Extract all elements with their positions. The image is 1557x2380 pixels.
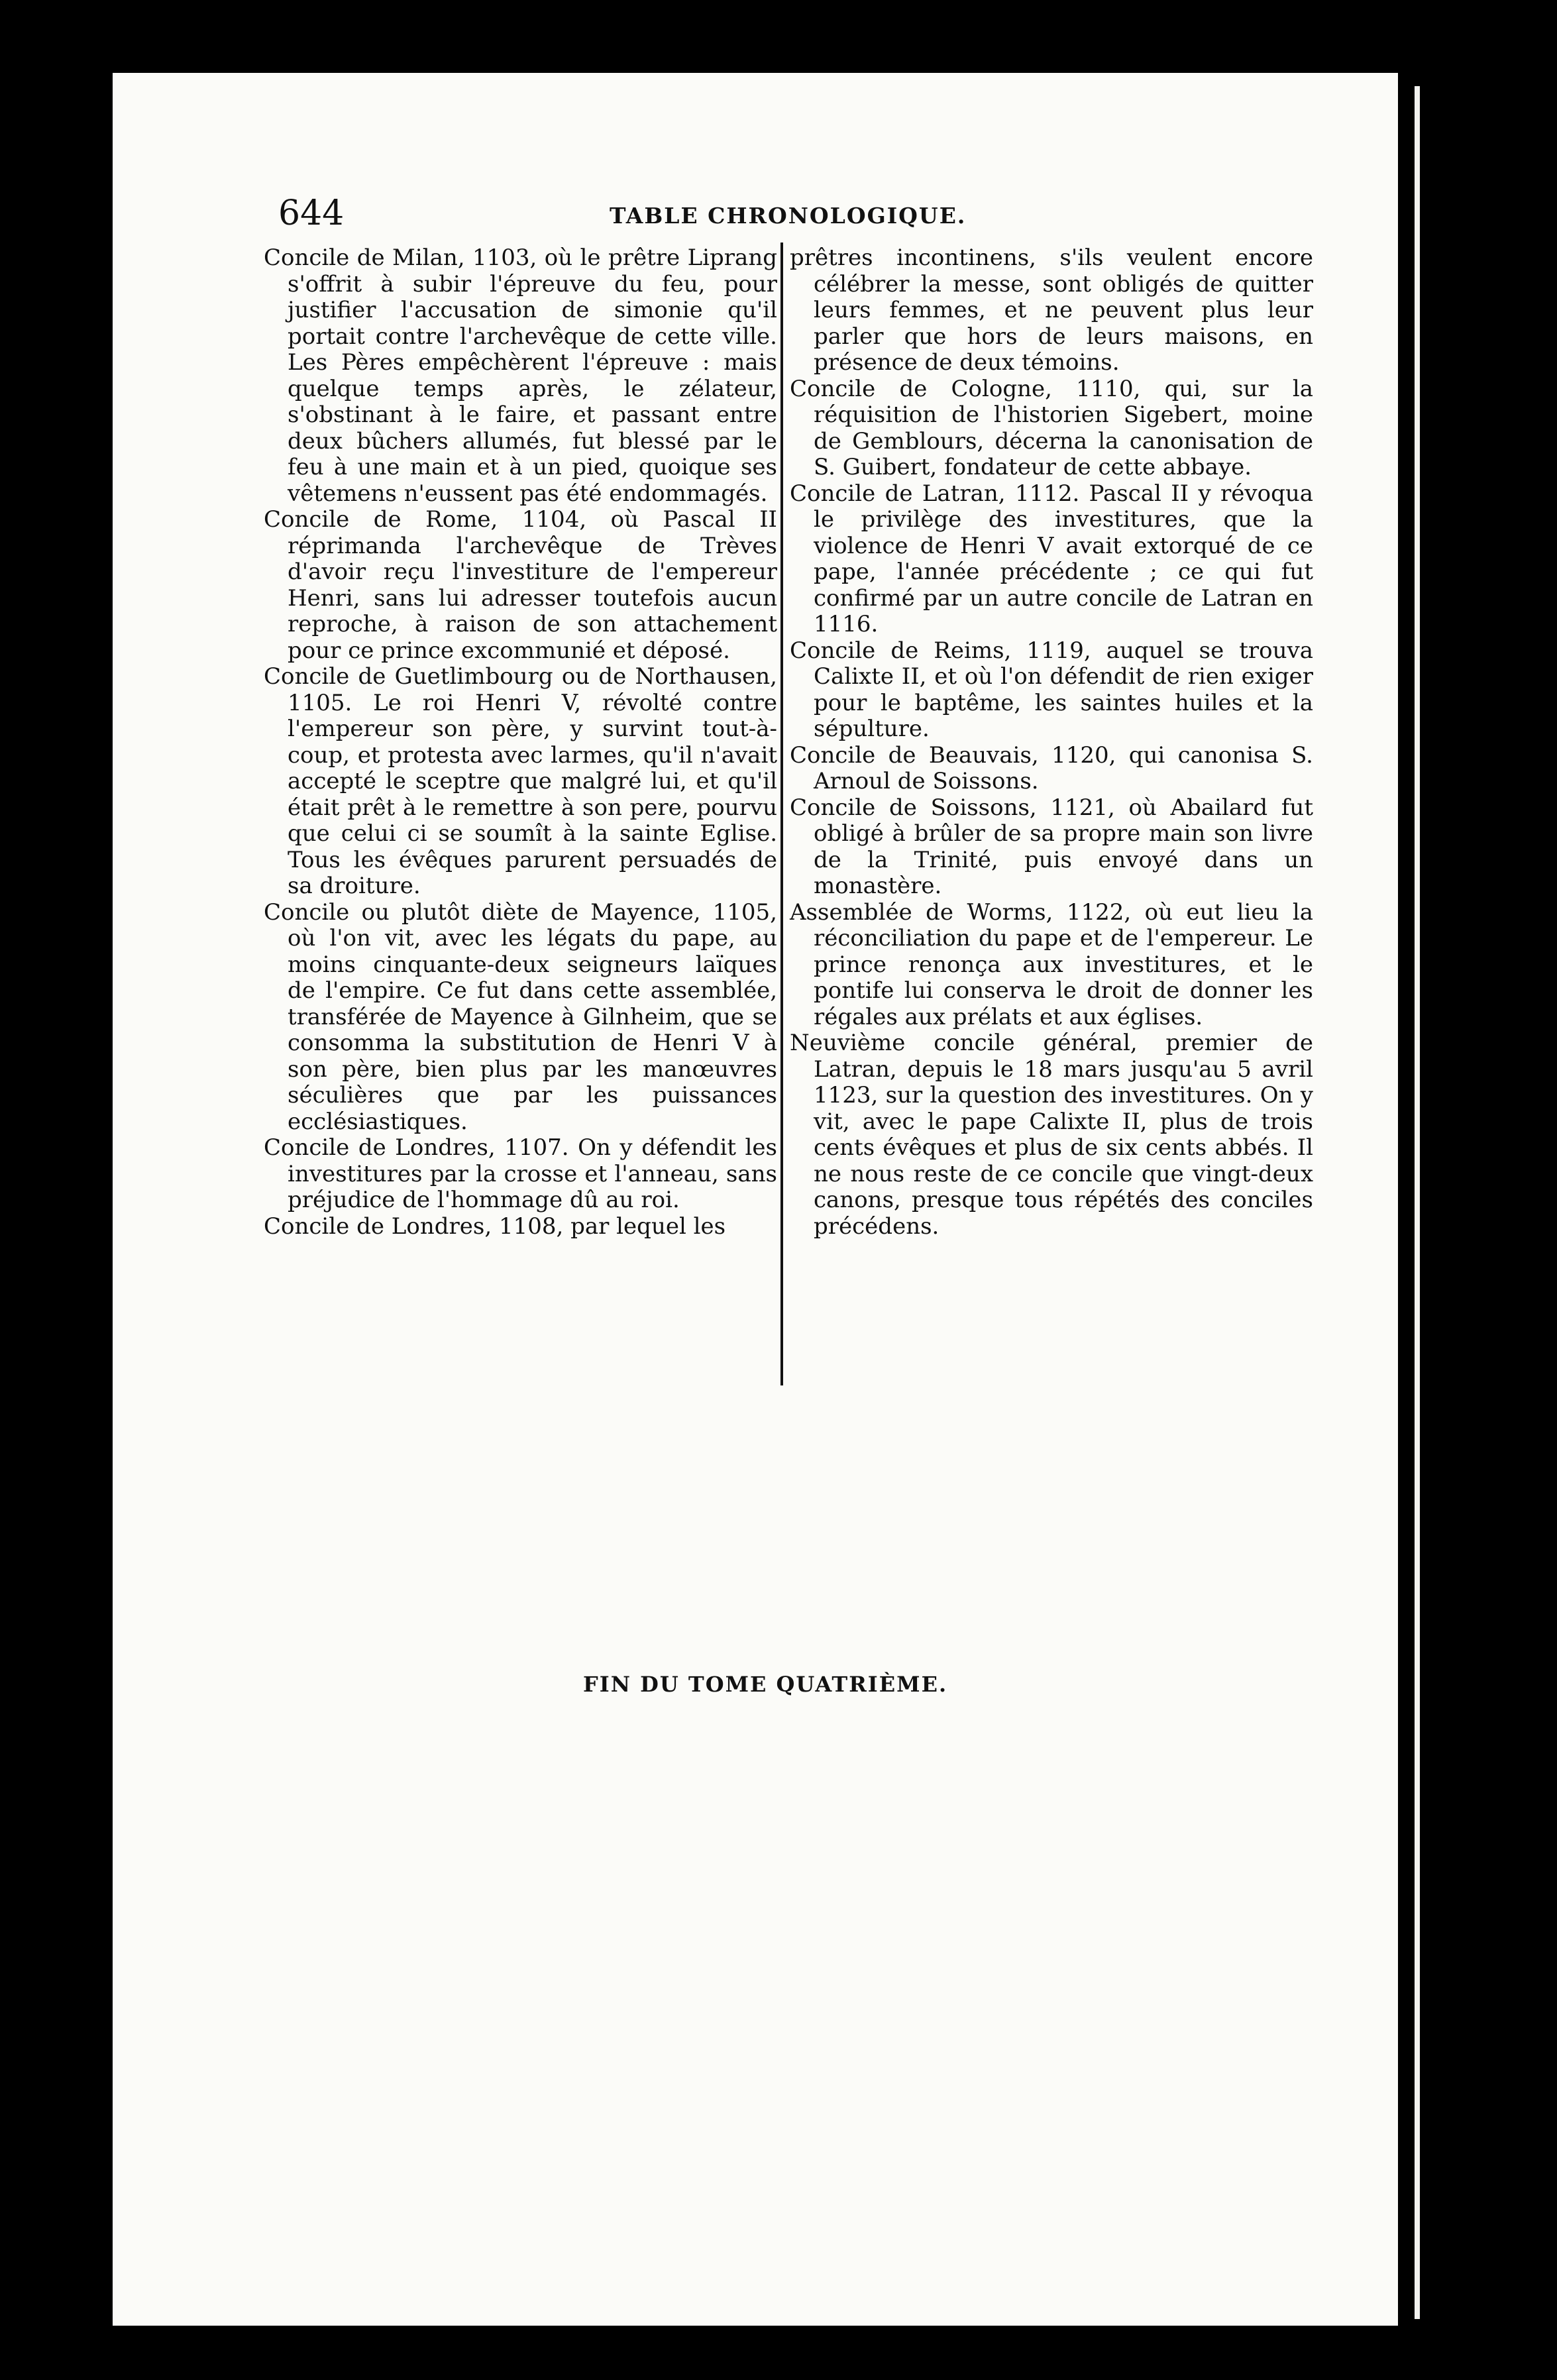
entry-concile-soissons: Concile de Soissons, 1121, où Abailard fut obligé à brûler de sa propre main son livre de la Trinité, puis envoyé dans un monastère.	[790, 794, 1313, 899]
entry-londres-continued: prêtres incontinens, s'ils veulent encore célébrer la messe, sont obligés de quitter leurs femmes, et ne peuvent plus leur parler que hors de leurs maisons, en présence de deux témoins.	[790, 244, 1313, 376]
running-title: TABLE CHRONOLOGIQUE.	[610, 203, 967, 229]
left-column	[264, 245, 777, 1240]
colophon: FIN DU TOME QUATRIÈME.	[583, 1672, 948, 1697]
entry-concile-latran-1112: Concile de Latran, 1112. Pascal II y révoqua le privilège des investitures, que la violence de Henri V avait extorqué de ce pape, l'année précédente ; ce qui fut confirmé par un autre concile de Latran en 1116.	[790, 480, 1313, 637]
entry-concile-londres-1108: Concile de Londres, 1108, par lequel les	[264, 1213, 726, 1240]
page-header	[278, 193, 1312, 240]
column-divider	[780, 243, 783, 1385]
entry-assemblee-worms: Assemblée de Worms, 1122, où eut lieu la réconciliation du pape et de l'empereur. Le prince renonça aux investitures, et le pontife lui conserva le droit de donner les régales aux prélats et aux églises.	[790, 898, 1313, 1030]
entry-concile-latran-1123: Neuvième concile général, premier de Latran, depuis le 18 mars jusqu'au 5 avril 1123, sur la question des investitures. On y vit, avec le pape Calixte II, plus de trois cents évêques et plus de six cents abbés. Il ne nous reste de ce concile que vingt-deux canons, presque tous répétés des conciles précédens.	[790, 1030, 1313, 1240]
entry-concile-londres-1107: Concile de Londres, 1107. On y défendit les investitures par la crosse et l'anneau, sans préjudice de l'hommage dû au roi.	[264, 1134, 777, 1213]
right-column	[790, 245, 1313, 1240]
adjacent-page-edge	[1415, 86, 1420, 2319]
entry-concile-guetlimbourg: Concile de Guetlimbourg ou de Northausen, 1105. Le roi Henri V, révolté contre l'empereur son père, y survint tout-à-coup, et protesta avec larmes, qu'il n'avait accepté le sceptre que malgré lui, et qu'il était prêt à le remettre à son pere, pourvu que celui ci se soumît à la sainte Eglise. Tous les évêques parurent persuadés de sa droiture.	[264, 663, 777, 899]
entry-concile-milan: Concile de Milan, 1103, où le prêtre Liprang s'offrit à subir l'épreuve du feu, pour justifier l'accusation de simonie qu'il portait contre l'archevêque de cette ville. Les Pères empêchèrent l'épreuve : mais quelque temps après, le zélateur, s'obstinant à le faire, et passant entre deux bûchers allumés, fut blessé par le feu à une main et à un pied, quoique ses vêtemens n'eussent pas été endommagés.	[264, 244, 777, 507]
entry-concile-mayence: Concile ou plutôt diète de Mayence, 1105, où l'on vit, avec les légats du pape, au moins cinquante-deux seigneurs laïques de l'empire. Ce fut dans cette assemblée, transférée de Mayence à Gilnheim, que se consomma la substitution de Henri V à son père, bien plus par les manœuvres séculières que par les puissances ecclésiastiques.	[264, 898, 777, 1135]
entry-concile-rome: Concile de Rome, 1104, où Pascal II réprimanda l'archevêque de Trèves d'avoir reçu l'investiture de l'empereur Henri, sans lui adresser toutefois aucun reproche, à raison de son attachement pour ce prince excommunié et déposé.	[264, 506, 777, 664]
entry-concile-reims: Concile de Reims, 1119, auquel se trouva Calixte II, et où l'on défendit de rien exiger pour le baptême, les saintes huiles et la sépulture.	[790, 637, 1313, 742]
entry-concile-cologne: Concile de Cologne, 1110, qui, sur la réquisition de l'historien Sigebert, moine de Gemblours, décerna la canonisation de S. Guibert, fondateur de cette abbaye.	[790, 375, 1313, 480]
entry-concile-beauvais: Concile de Beauvais, 1120, qui canonisa S. Arnoul de Soissons.	[790, 741, 1313, 794]
page-number: 644	[278, 193, 345, 233]
